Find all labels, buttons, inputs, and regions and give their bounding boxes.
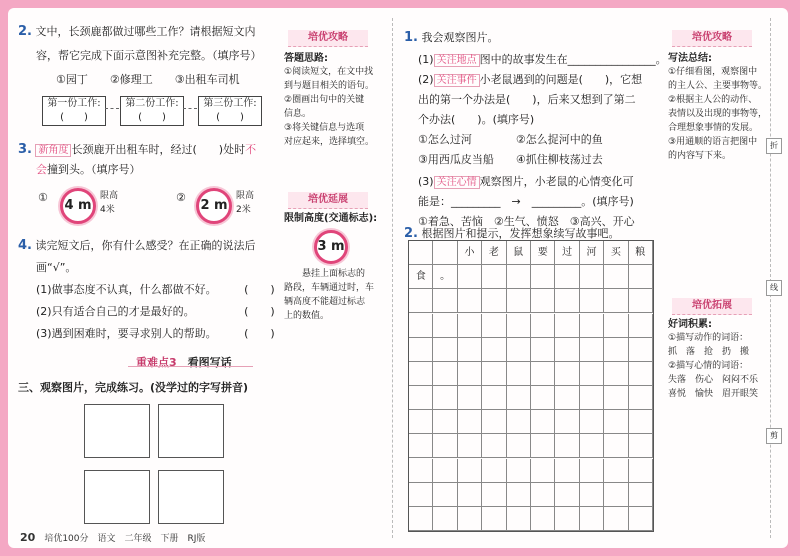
- tips4-l5: 喜悦 愉快 眉开眼笑: [668, 389, 759, 399]
- grid-cell[interactable]: [580, 410, 604, 434]
- grid-cell[interactable]: [555, 483, 579, 507]
- q-three-title: 三、观察图片，完成练习。(没学过的字写拼音): [18, 381, 249, 394]
- tips3-l1: ①仔细看图，观察图中: [668, 67, 758, 77]
- tips1-l5: ③将关键信息与选项: [284, 123, 365, 133]
- grid-cell[interactable]: [507, 483, 531, 507]
- r-q1-l5: (3) 关注心情 观察图片，小老鼠的心情变化可: [418, 175, 634, 188]
- grid-cell[interactable]: [409, 386, 433, 410]
- tips4-header: 培优拓展: [672, 298, 752, 315]
- grid-cell[interactable]: [433, 386, 457, 410]
- center-divider: [392, 18, 393, 538]
- q4-item-1[interactable]: (1)做事态度不认真，什么都做不好。 ( ): [36, 283, 275, 296]
- tips1-l4: 信息。: [284, 109, 312, 119]
- q4-item-2[interactable]: (2)只有适合自己的才是最好的。 ( ): [36, 305, 275, 318]
- grid-cell[interactable]: [629, 386, 653, 410]
- grid-cell[interactable]: [433, 362, 457, 386]
- grid-cell[interactable]: 河: [580, 241, 604, 265]
- grid-cell[interactable]: [580, 314, 604, 338]
- q3-opt1-num: ①: [38, 191, 48, 204]
- grid-cell[interactable]: [409, 410, 433, 434]
- comic-panel-3: [84, 470, 150, 524]
- grid-cell[interactable]: [482, 338, 506, 362]
- cut-line: [770, 18, 771, 538]
- grid-cell[interactable]: [604, 410, 628, 434]
- q2-options: ①园丁 ②修理工 ③出租车司机: [56, 73, 240, 86]
- tips3-l3: ②根据主人公的动作、: [668, 95, 758, 105]
- side-mark-3: 剪: [766, 428, 782, 444]
- grid-cell[interactable]: [580, 386, 604, 410]
- tips1-l2: 到与题目相关的语句。: [284, 81, 375, 91]
- r-q1-l3: 出的第一个办法是( )，后来又想到了第二: [418, 93, 636, 106]
- q2-line2: 容，帮它完成下面示意图补充完整。（填序号）: [36, 49, 262, 62]
- section-header: 重难点3 看图写话: [136, 356, 232, 369]
- q2-line1: 2. 文中，长颈鹿都做过哪些工作？请根据短文内: [18, 24, 256, 39]
- grid-cell[interactable]: [482, 507, 506, 531]
- grid-cell[interactable]: [531, 483, 555, 507]
- grid-cell[interactable]: [409, 241, 433, 265]
- grid-cell[interactable]: [604, 483, 628, 507]
- grid-cell[interactable]: [409, 314, 433, 338]
- grid-cell[interactable]: [409, 338, 433, 362]
- opt1-label1: 限高: [100, 191, 119, 201]
- page-footer: 20 培优100分 语文 二年级 下册 RJ版: [20, 531, 206, 544]
- grid-cell[interactable]: [555, 265, 579, 289]
- grid-cell[interactable]: [580, 434, 604, 458]
- tips1-l6: 对应起来，选择填空。: [284, 137, 375, 147]
- grid-cell[interactable]: [507, 386, 531, 410]
- grid-cell[interactable]: [629, 459, 653, 483]
- grid-cell[interactable]: [458, 289, 482, 313]
- grid-cell[interactable]: [409, 434, 433, 458]
- grid-cell[interactable]: 老: [482, 241, 506, 265]
- grid-cell[interactable]: [555, 386, 579, 410]
- grid-cell[interactable]: [531, 289, 555, 313]
- r-q1-opts1: ①怎么过河 ②怎么捉河中的鱼: [418, 133, 603, 146]
- grid-cell[interactable]: [433, 241, 457, 265]
- tips2-l1: 悬挂上面标志的: [284, 269, 366, 279]
- grid-cell[interactable]: 食: [409, 265, 433, 289]
- grid-cell[interactable]: [580, 459, 604, 483]
- tips2-title: 限制高度(交通标志):: [284, 213, 378, 224]
- grid-cell[interactable]: [458, 386, 482, 410]
- comic-panel-2: [158, 404, 224, 458]
- tips1-l3: ②圈画出句中的关键: [284, 95, 365, 105]
- grid-cell[interactable]: [604, 459, 628, 483]
- grid-cell[interactable]: [409, 289, 433, 313]
- grid-cell[interactable]: [482, 265, 506, 289]
- grid-cell[interactable]: [482, 434, 506, 458]
- grid-cell[interactable]: [531, 386, 555, 410]
- grid-cell[interactable]: [409, 459, 433, 483]
- grid-cell[interactable]: [482, 314, 506, 338]
- grid-cell[interactable]: [482, 483, 506, 507]
- grid-cell[interactable]: 要: [531, 241, 555, 265]
- grid-cell[interactable]: [629, 314, 653, 338]
- grid-cell[interactable]: [458, 265, 482, 289]
- tips4-l4: 失落 伤心 闷闷不乐: [668, 375, 759, 385]
- grid-cell[interactable]: [409, 362, 433, 386]
- q3-line1: 3. 新角度 长颈鹿开出租车时，经过( )处时不: [18, 142, 257, 157]
- grid-cell[interactable]: [458, 362, 482, 386]
- grid-cell[interactable]: [629, 434, 653, 458]
- grid-cell[interactable]: [433, 289, 457, 313]
- work-box-2[interactable]: 第二份工作:( ): [120, 96, 184, 126]
- grid-cell[interactable]: [482, 410, 506, 434]
- grid-cell[interactable]: [507, 289, 531, 313]
- grid-cell[interactable]: 。: [433, 265, 457, 289]
- r-q1-l4: 个办法( )。(填序号): [418, 113, 535, 126]
- grid-cell[interactable]: [604, 265, 628, 289]
- tips3-l4: 表情以及出现的事物等，: [668, 109, 768, 119]
- grid-cell[interactable]: [555, 459, 579, 483]
- r-q1-l1: (1) 关注地点 图中的故事发生在________________。: [418, 53, 667, 66]
- tips1-header: 培优攻略: [288, 30, 368, 47]
- grid-cell[interactable]: [629, 338, 653, 362]
- r-q2-title: 2. 根据图片和提示，发挥想象续写故事吧。: [404, 226, 620, 241]
- r-q1-opts2: ③用西瓜皮当船 ④抓住柳枝荡过去: [418, 153, 603, 166]
- q4-line2: 画“√”。: [36, 261, 77, 274]
- comic-panel-4: [158, 470, 224, 524]
- grid-cell[interactable]: [531, 459, 555, 483]
- opt1-label2: 4米: [100, 205, 115, 215]
- grid-cell[interactable]: 小: [458, 241, 482, 265]
- height-limit-3m-sign: 3 m: [314, 230, 348, 264]
- q4-item-3[interactable]: (3)遇到困难时，要寻求别人的帮助。 ( ): [36, 327, 275, 340]
- grid-cell[interactable]: [507, 314, 531, 338]
- tips4-l3: ②描写心情的词语：: [668, 361, 749, 371]
- grid-cell[interactable]: [555, 434, 579, 458]
- grid-cell[interactable]: [604, 507, 628, 531]
- section-rule: [128, 366, 253, 367]
- grid-cell[interactable]: [604, 338, 628, 362]
- grid-cell[interactable]: [409, 507, 433, 531]
- tips4-l1: ①描写动作的词语：: [668, 333, 749, 343]
- grid-cell[interactable]: [458, 410, 482, 434]
- grid-cell[interactable]: [507, 459, 531, 483]
- grid-cell[interactable]: [555, 410, 579, 434]
- grid-cell[interactable]: [629, 483, 653, 507]
- grid-cell[interactable]: [629, 410, 653, 434]
- grid-cell[interactable]: [555, 362, 579, 386]
- grid-cell[interactable]: [433, 338, 457, 362]
- grid-cell[interactable]: [507, 507, 531, 531]
- tips2-header: 培优延展: [288, 192, 368, 209]
- tips1-title: 答题思路:: [284, 53, 328, 64]
- grid-cell[interactable]: [604, 289, 628, 313]
- grid-cell[interactable]: [507, 338, 531, 362]
- grid-cell[interactable]: [580, 362, 604, 386]
- grid-cell[interactable]: [458, 314, 482, 338]
- grid-cell[interactable]: [482, 362, 506, 386]
- comic-panel-1: [84, 404, 150, 458]
- grid-cell[interactable]: [433, 410, 457, 434]
- r-q1-l6: 能是：_________ → _________。(填序号): [418, 195, 634, 208]
- grid-cell[interactable]: [531, 507, 555, 531]
- grid-cell[interactable]: [580, 483, 604, 507]
- grid-cell[interactable]: [433, 483, 457, 507]
- side-mark-2: 线: [766, 280, 782, 296]
- grid-cell[interactable]: 过: [555, 241, 579, 265]
- grid-cell[interactable]: [507, 265, 531, 289]
- grid-cell[interactable]: [531, 338, 555, 362]
- grid-cell[interactable]: [482, 289, 506, 313]
- q3-opt2-num: ②: [176, 191, 186, 204]
- grid-cell[interactable]: [458, 338, 482, 362]
- grid-cell[interactable]: [531, 410, 555, 434]
- grid-cell[interactable]: [531, 265, 555, 289]
- grid-cell[interactable]: [555, 507, 579, 531]
- grid-cell[interactable]: [433, 459, 457, 483]
- grid-cell[interactable]: [580, 265, 604, 289]
- grid-cell[interactable]: [555, 289, 579, 313]
- tips4-l2: 抓 落 抢 扔 搬: [668, 347, 750, 357]
- grid-cell[interactable]: [604, 362, 628, 386]
- grid-cell[interactable]: [507, 434, 531, 458]
- r-q1-opts3: ①着急、苦恼 ②生气、愤怒 ③高兴、开心: [418, 215, 635, 228]
- grid-cell[interactable]: [580, 507, 604, 531]
- grid-cell[interactable]: [507, 362, 531, 386]
- grid-cell[interactable]: [555, 314, 579, 338]
- grid-cell[interactable]: [580, 338, 604, 362]
- grid-cell[interactable]: 粮: [629, 241, 653, 265]
- grid-cell[interactable]: [604, 314, 628, 338]
- tips1-l1: ①阅读短文，在文中找: [284, 67, 374, 77]
- grid-cell[interactable]: [604, 434, 628, 458]
- work-box-3[interactable]: 第三份工作:( ): [198, 96, 262, 126]
- grid-cell[interactable]: [531, 362, 555, 386]
- arrow-1: [105, 108, 119, 109]
- grid-cell[interactable]: [458, 483, 482, 507]
- grid-cell[interactable]: [604, 386, 628, 410]
- tips3-l5: 合理想象事情的发展。: [668, 123, 759, 133]
- grid-cell[interactable]: [482, 386, 506, 410]
- arrow-2: [183, 108, 197, 109]
- grid-cell[interactable]: [629, 362, 653, 386]
- grid-cell[interactable]: [433, 314, 457, 338]
- grid-cell[interactable]: [531, 434, 555, 458]
- tips3-l2: 的主人公、主要事物等。: [668, 81, 768, 91]
- tips4-title: 好词积累:: [668, 319, 712, 330]
- q3-line2: 会撞到头。（填序号）: [36, 163, 141, 176]
- tips3-l7: 的内容写下来。: [668, 151, 732, 161]
- grid-cell[interactable]: [482, 459, 506, 483]
- tips2-l3: 辆高度不能超过标志: [284, 297, 366, 307]
- worksheet-page: [8, 8, 788, 548]
- grid-cell[interactable]: [531, 314, 555, 338]
- grid-cell[interactable]: [458, 459, 482, 483]
- tips3-header: 培优攻略: [672, 30, 752, 47]
- side-mark-1: 折: [766, 138, 782, 154]
- r-q1-title: 1. 我会观察图片。: [404, 30, 499, 45]
- grid-cell[interactable]: 买: [604, 241, 628, 265]
- tips3-title: 写法总结:: [668, 53, 712, 64]
- q4-line1: 4. 读完短文后，你有什么感受？在正确的说法后: [18, 238, 256, 253]
- opt2-label2: 2米: [236, 205, 251, 215]
- tips2-l4: 上的数值。: [284, 311, 330, 321]
- grid-cell[interactable]: [458, 434, 482, 458]
- opt2-label1: 限高: [236, 191, 255, 201]
- grid-cell[interactable]: [507, 410, 531, 434]
- grid-cell[interactable]: [433, 434, 457, 458]
- grid-cell[interactable]: [433, 507, 457, 531]
- tips3-l6: ③用通顺的语言把图中: [668, 137, 758, 147]
- grid-cell[interactable]: 鼠: [507, 241, 531, 265]
- height-limit-2m-sign: 2 m: [196, 188, 232, 224]
- grid-cell[interactable]: [629, 507, 653, 531]
- work-box-1[interactable]: 第一份工作:( ): [42, 96, 106, 126]
- height-limit-4m-sign: 4 m: [60, 188, 96, 224]
- grid-cell[interactable]: [409, 483, 433, 507]
- tips2-l2: 路段，车辆通过时，车: [284, 283, 375, 293]
- grid-cell[interactable]: [555, 338, 579, 362]
- writing-grid[interactable]: [408, 240, 654, 532]
- r-q1-l2: (2) 关注事件 小老鼠遇到的问题是( )，它想: [418, 73, 643, 86]
- grid-cell[interactable]: [629, 265, 653, 289]
- grid-cell[interactable]: [629, 289, 653, 313]
- grid-cell[interactable]: [458, 507, 482, 531]
- grid-cell[interactable]: [580, 289, 604, 313]
